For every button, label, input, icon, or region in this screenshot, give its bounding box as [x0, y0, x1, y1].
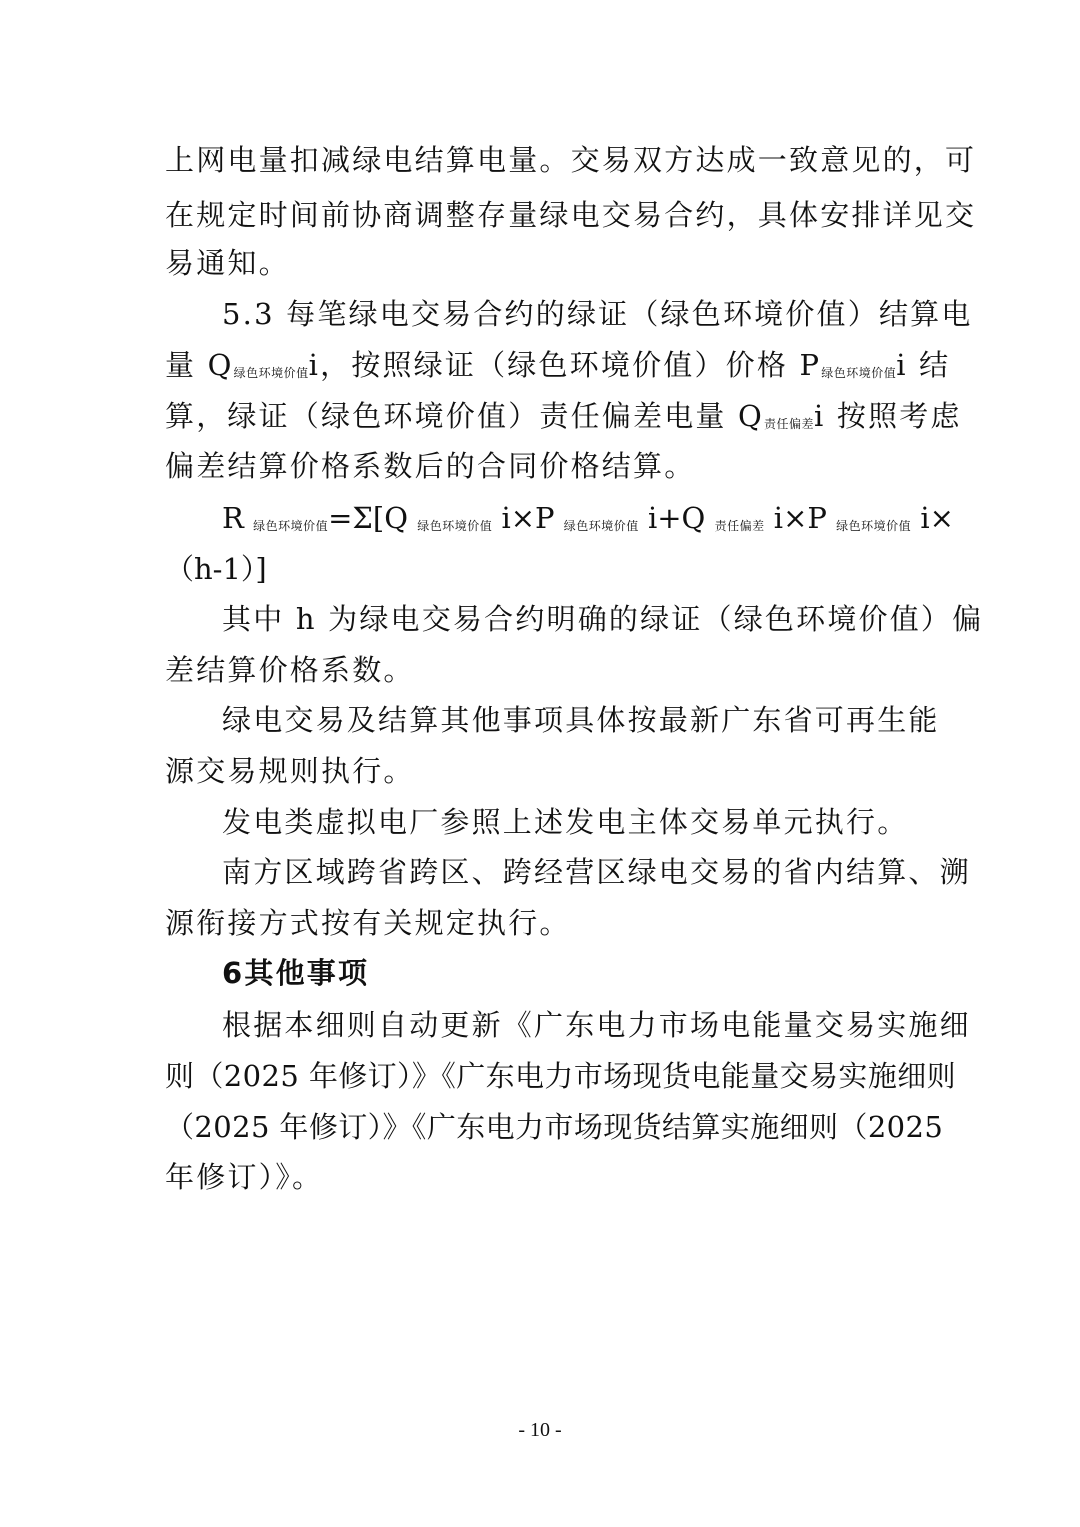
section-heading: 6其他事项 [222, 956, 370, 990]
text-line: 源衔接方式按有关规定执行。 [165, 906, 571, 940]
formula-fragment: i+Q [647, 501, 706, 535]
text-line-with-subscripts [165, 345, 951, 385]
text-line: （2025 年修订）》《广东电力市场现货结算实施细则（2025 [165, 1110, 944, 1144]
settlement-formula [222, 498, 954, 538]
subscript: 责任偏差 [764, 417, 815, 431]
text-fragment: i 结 [896, 348, 951, 382]
formula-symbol: R [222, 501, 244, 535]
text-fragment: i，按照绿证（绿色环境价值）价格 P [308, 348, 822, 382]
text-line: 南方区域跨省跨区、跨经营区绿电交易的省内结算、溯 [222, 855, 971, 889]
formula-fragment: =Σ[Q [328, 501, 408, 535]
text-line: 源交易规则执行。 [165, 754, 415, 788]
subscript: 绿色环境价值 [417, 519, 493, 533]
page-number: - 10 - [518, 1419, 562, 1441]
text-line: 根据本细则自动更新《广东电力市场电能量交易实施细 [222, 1008, 971, 1042]
text-line: 其中 h 为绿电交易合约明确的绿证（绿色环境价值）偏 [222, 602, 984, 636]
text-fragment: 量 Q [165, 348, 234, 382]
text-fragment: 算，绿证（绿色环境价值）责任偏差电量 Q [165, 399, 764, 433]
subscript: 绿色环境价值 [821, 366, 897, 380]
subscript: 绿色环境价值 [836, 519, 912, 533]
text-line-with-subscripts [165, 396, 962, 436]
formula-continuation: （h-1）] [165, 552, 267, 586]
subscript: 责任偏差 [714, 519, 765, 533]
formula-fragment: i×P [773, 501, 827, 535]
text-fragment: i 按照考虑 [814, 399, 962, 433]
text-line: 上网电量扣减绿电结算电量。交易双方达成一致意见的，可 [165, 143, 977, 177]
text-line: 发电类虚拟电厂参照上述发电主体交易单元执行。 [222, 805, 909, 839]
text-line: 偏差结算价格系数后的合同价格结算。 [165, 449, 696, 483]
formula-fragment: i×P [501, 501, 555, 535]
text-line: 差结算价格系数。 [165, 653, 415, 687]
text-line: 在规定时间前协商调整存量绿电交易合约，具体安排详见交 [165, 198, 977, 232]
text-line: 易通知。 [165, 246, 290, 280]
subscript: 绿色环境价值 [253, 519, 329, 533]
subscript: 绿色环境价值 [233, 366, 309, 380]
text-line: 绿电交易及结算其他事项具体按最新广东省可再生能 [222, 703, 940, 737]
subscript: 绿色环境价值 [563, 519, 639, 533]
text-line: 则（2025 年修订）》《广东电力市场现货电能量交易实施细则 [165, 1059, 957, 1093]
text-line: 年修订）》。 [165, 1160, 324, 1194]
formula-fragment: i× [920, 501, 954, 535]
section-5-3-line: 5.3 每笔绿电交易合约的绿证（绿色环境价值）结算电 [222, 297, 973, 331]
